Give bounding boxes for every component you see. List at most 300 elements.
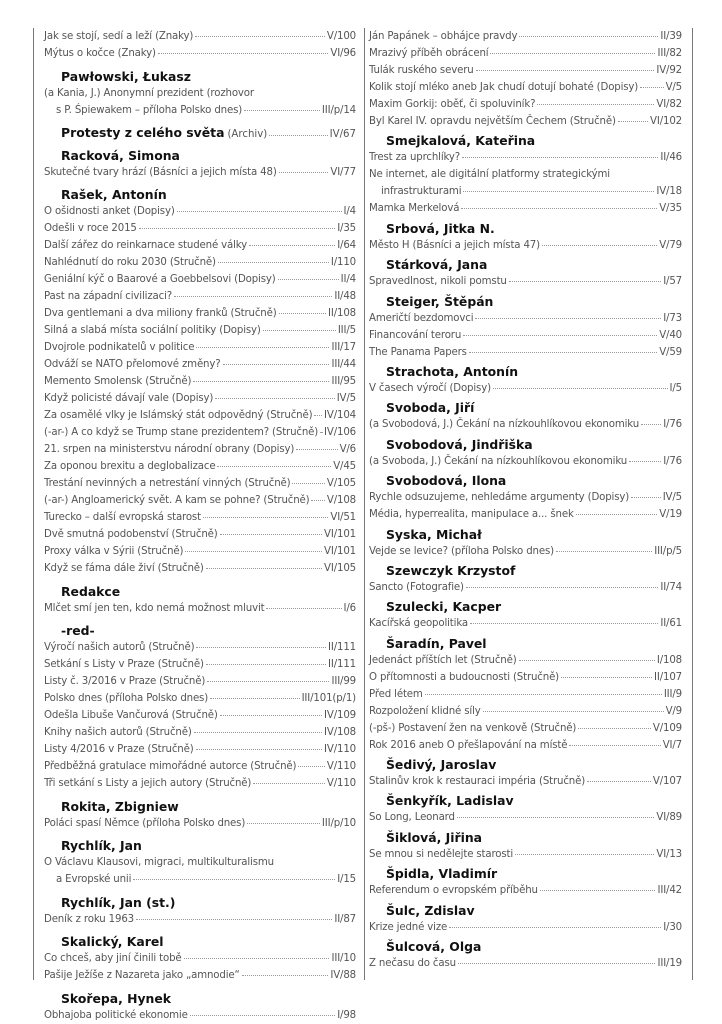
dot-leader (210, 698, 300, 699)
dot-leader (296, 449, 337, 450)
issue-page-ref: V/100 (326, 31, 356, 42)
dot-leader (206, 664, 326, 665)
issue-page-ref: I/6 (343, 602, 356, 614)
index-entry (44, 854, 356, 871)
dot-leader (196, 749, 322, 750)
dot-leader (469, 352, 657, 353)
issue-page-ref: III/95 (331, 376, 356, 387)
index-entry (369, 543, 682, 560)
index-entry (369, 273, 682, 290)
entry-title: Dva gentlemani a dva miliony franků (Stručně) (44, 308, 277, 319)
dot-leader (463, 335, 657, 336)
author-heading (369, 936, 682, 955)
entry-title: (-pš-) Postavení žen na venkově (Stručně) (369, 722, 577, 734)
index-entry (44, 271, 356, 288)
entry-title: Referendum o evropském příběhu (369, 885, 538, 897)
entry-title: Vejde se levice? (příloha Polsko dnes) (369, 545, 554, 557)
author-name: Špidla, Vladimír (386, 866, 498, 882)
entry-title: Past na západní civilizaci? (44, 291, 173, 302)
index-entry (369, 79, 682, 96)
issue-page-ref: IV/88 (330, 970, 356, 981)
issue-page-ref: II/87 (334, 913, 356, 925)
issue-page-ref: V/6 (339, 444, 356, 455)
author-heading (369, 560, 682, 579)
issue-page-ref: VI/105 (324, 563, 356, 574)
dot-leader (220, 715, 322, 716)
entry-title: Silná a slabá místa sociální politiky (Dopisy) (44, 325, 261, 336)
author-name: Šenkyřík, Ladislav (386, 793, 514, 809)
entry-title: Když se fáma dále živí (Stručně) (44, 563, 204, 574)
author-heading (369, 523, 682, 542)
author-name: Šiklová, Jiřina (386, 829, 483, 845)
entry-title: Za oponou brexitu a deglobalizace (44, 461, 216, 472)
entry-title: Proxy válka v Sýrii (Stručně) (44, 546, 184, 557)
dot-leader (193, 381, 329, 382)
dot-leader (540, 890, 656, 891)
entry-title: 21. srpen na ministerstvu národní obrany (Dopisy) (44, 444, 295, 455)
index-entry (369, 237, 682, 254)
entry-title: Jak se stojí, sedí a leží (Znaky) (44, 31, 194, 42)
index-entry (369, 579, 682, 596)
issue-page-ref: IV/92 (656, 65, 682, 76)
index-entry (369, 737, 682, 754)
dot-leader (196, 347, 329, 348)
entry-title: Ján Papánek – obhájce pravdy (369, 31, 518, 42)
dot-leader (542, 245, 657, 246)
index-entry (44, 509, 356, 526)
dot-leader (206, 568, 322, 569)
issue-page-ref: II/107 (654, 671, 682, 683)
dot-leader (320, 432, 322, 433)
index-column-left (33, 28, 364, 1021)
issue-page-ref: V/110 (326, 761, 356, 772)
dot-leader (457, 817, 655, 818)
index-entry-continuation (44, 871, 356, 888)
index-entry (369, 200, 682, 217)
issue-page-ref: III/5 (337, 325, 356, 336)
author-name: Svobodová, Jindřiška (386, 436, 533, 452)
dot-leader (217, 466, 331, 467)
entry-title: Když policisté dávají vale (Dopisy) (44, 393, 214, 404)
index-entry (44, 656, 356, 673)
section-note: (Archiv) (227, 129, 268, 140)
author-name: Protesty z celého světa (61, 125, 225, 140)
author-heading (369, 433, 682, 452)
entry-title: The Panama Papers (369, 346, 467, 358)
entry-title: Jedenáct příštích let (Stručně) (369, 654, 517, 666)
index-entry (369, 846, 682, 863)
entry-title: Odešla Libuše Vančurová (Stručně) (44, 710, 218, 721)
dot-leader (194, 732, 322, 733)
entry-title: Město H (Básníci a jejich místa 47) (369, 239, 540, 251)
index-entry (44, 707, 356, 724)
dot-leader (462, 157, 658, 158)
index-entry (44, 305, 356, 322)
index-entry (369, 96, 682, 113)
dot-leader (466, 587, 658, 588)
author-heading (369, 754, 682, 773)
author-name: Šulc, Zdislav (386, 902, 475, 918)
author-name: Pawłowski, Łukasz (61, 68, 191, 84)
entry-title: Američtí bezdomovci (369, 312, 474, 324)
author-name: Rokita, Zbigniew (61, 798, 179, 814)
entry-title: Trestání nevinných a netrestání vinných (Stručně) (44, 478, 291, 489)
issue-page-ref: V/19 (659, 509, 682, 521)
entry-title: (-ar-) A co když se Trump stane prezidentem? (Stručně) (44, 427, 319, 438)
dot-leader (158, 53, 329, 54)
issue-page-ref: IV/110 (324, 744, 356, 755)
issue-page-ref: II/74 (660, 581, 682, 593)
index-entry (44, 639, 356, 656)
index-entry (44, 475, 356, 492)
issue-page-ref: I/98 (337, 1009, 356, 1021)
entry-title: Pašije Ježíše z Nazareta jako „amnodie“ (44, 970, 240, 981)
index-entry (369, 686, 682, 703)
dot-leader (640, 87, 663, 88)
issue-page-ref: IV/5 (662, 492, 682, 504)
dot-leader (629, 461, 661, 462)
entry-title: Memento Smolensk (Stručně) (44, 376, 192, 387)
index-entry (44, 356, 356, 373)
author-heading (44, 181, 356, 204)
index-entry (44, 288, 356, 305)
author-heading (44, 792, 356, 815)
entry-title: Trest za uprchlíky? (369, 152, 461, 164)
index-column-right (364, 28, 693, 980)
index-entry (44, 85, 356, 102)
issue-page-ref: IV/67 (329, 129, 356, 140)
issue-page-ref: I/35 (337, 223, 356, 234)
entry-title: Spravedlnost, nikoli pomstu (369, 276, 507, 288)
index-entry (369, 882, 682, 899)
entry-title: Rok 2016 aneb O přešlapování na místě (369, 739, 568, 751)
index-entry (44, 254, 356, 271)
author-heading (44, 119, 356, 142)
index-entry (369, 506, 682, 523)
issue-page-ref: I/57 (663, 276, 682, 288)
author-name: Rašek, Antonín (61, 187, 167, 202)
entry-title: V časech výročí (Dopisy) (369, 382, 491, 394)
dot-leader (631, 497, 661, 498)
index-entry (44, 741, 356, 758)
author-name: Skořepa, Hynek (61, 990, 172, 1006)
entry-title: Listy č. 3/2016 v Praze (Stručně) (44, 676, 206, 687)
issue-page-ref: I/64 (337, 240, 356, 251)
issue-page-ref: V/105 (326, 478, 356, 489)
index-entry (44, 758, 356, 775)
author-heading (369, 632, 682, 651)
entry-title: Z nečasu do času (369, 958, 456, 970)
dot-leader (266, 608, 341, 609)
issue-page-ref: V/109 (652, 722, 682, 734)
dot-leader (136, 919, 332, 920)
author-heading (44, 141, 356, 164)
author-heading (369, 130, 682, 149)
index-entry (369, 720, 682, 737)
index-entry (44, 690, 356, 707)
index-entry (44, 28, 356, 45)
index-entry (369, 166, 682, 183)
entry-title: Knihy našich autorů (Stručně) (44, 727, 192, 738)
dot-leader (311, 500, 324, 501)
issue-page-ref: II/108 (328, 308, 356, 319)
issue-page-ref: III/101(p/1) (301, 693, 356, 704)
author-heading (369, 826, 682, 845)
author-heading (44, 577, 356, 600)
entry-title: (a Svoboda, J.) Čekání na nízkouhlíkovou ekonomiku (369, 455, 628, 467)
dot-leader (263, 330, 336, 331)
dot-leader (576, 514, 658, 515)
author-heading (44, 888, 356, 911)
index-entry (369, 919, 682, 936)
entry-title: So Long, Leonard (369, 812, 455, 824)
dot-leader (449, 927, 661, 928)
author-heading (44, 984, 356, 1007)
dot-leader (556, 551, 652, 552)
index-entry (44, 911, 356, 928)
entry-title: (-ar-) Angloamerický svět. A kam se pohne? (Stručně) (44, 495, 310, 506)
index-entry (369, 955, 682, 972)
issue-page-ref: V/9 (665, 705, 682, 717)
author-name: Rychlík, Jan (61, 838, 142, 853)
index-entry (44, 45, 356, 62)
index-entry (369, 149, 682, 166)
dot-leader (561, 677, 652, 678)
entry-title: Tři setkání s Listy a jejich autory (Stručně) (44, 778, 252, 789)
author-name: Svobodová, Ilona (386, 473, 507, 489)
entry-title: Byl Karel IV. opravdu největším Čechem (Stručně) (369, 116, 616, 127)
dot-leader (425, 694, 662, 695)
issue-page-ref: VI/51 (330, 512, 356, 523)
entry-title: (a Svobodová, J.) Čekání na nízkouhlíkovou ekonomiku (369, 419, 640, 431)
author-heading (369, 863, 682, 882)
issue-page-ref: II/111 (328, 659, 356, 670)
index-entry (369, 809, 682, 826)
entry-title: Deník z roku 1963 (44, 913, 134, 925)
entry-title: O Václavu Klausovi, migraci, multikulturalismu (44, 857, 274, 868)
entry-title: Výročí našich autorů (Stručně) (44, 642, 195, 653)
index-entry-continuation (44, 102, 356, 119)
issue-page-ref: III/17 (331, 342, 356, 353)
entry-title: Média, hyperrealita, manipulace a... šnek (369, 509, 574, 521)
index-entry (369, 489, 682, 506)
issue-page-ref: V/107 (652, 776, 682, 788)
issue-page-ref: III/42 (657, 885, 682, 897)
index-entry (44, 492, 356, 509)
author-heading (369, 290, 682, 309)
author-heading (369, 470, 682, 489)
dot-leader (279, 313, 326, 314)
entry-title: Turecko – další evropská starost (44, 512, 201, 523)
dot-leader (177, 211, 342, 212)
dot-leader (314, 415, 322, 416)
issue-page-ref: III/19 (657, 958, 682, 970)
index-entry (44, 673, 356, 690)
index-entry (44, 424, 356, 441)
author-heading (369, 361, 682, 380)
index-entry (44, 815, 356, 832)
dot-leader (218, 262, 329, 263)
author-name: Racková, Simona (61, 147, 180, 163)
dot-leader (247, 823, 320, 824)
entry-title: Před létem (369, 688, 423, 700)
issue-page-ref: I/76 (663, 455, 682, 467)
entry-title: Se mnou si nedělejte starosti (369, 848, 514, 860)
dot-leader (618, 121, 648, 122)
author-name: Smejkalová, Kateřina (386, 133, 536, 149)
entry-title: Co chceš, aby jiní činili tobě (44, 953, 182, 964)
entry-title: Financování teroru (369, 329, 462, 341)
index-entry (369, 669, 682, 686)
author-name: Šaradín, Pavel (386, 635, 487, 651)
issue-page-ref: V/79 (659, 239, 682, 251)
issue-page-ref: I/4 (343, 206, 356, 217)
index-entry (369, 615, 682, 632)
issue-page-ref: VI/101 (324, 529, 356, 540)
author-heading (369, 217, 682, 236)
issue-page-ref: III/9 (663, 688, 682, 700)
dot-leader (475, 318, 661, 319)
dot-leader (458, 963, 656, 964)
issue-page-ref: IV/108 (324, 727, 356, 738)
entry-title: Rozpoložení klidné síly (369, 705, 481, 717)
dot-leader (292, 483, 324, 484)
issue-page-ref: I/110 (330, 257, 356, 268)
issue-page-ref: III/p/5 (654, 545, 682, 557)
index-entry (44, 322, 356, 339)
index-entry (44, 339, 356, 356)
dot-leader (461, 208, 657, 209)
index-entry (44, 237, 356, 254)
index-entry (44, 1007, 356, 1024)
index-entry (369, 652, 682, 669)
dot-leader (483, 711, 664, 712)
issue-page-ref: II/39 (660, 31, 682, 42)
dot-leader (174, 296, 332, 297)
dot-leader (185, 551, 322, 552)
author-heading (44, 928, 356, 951)
index-entry (369, 453, 682, 470)
issue-page-ref: IV/106 (324, 427, 356, 438)
issue-page-ref: V/59 (659, 346, 682, 358)
entry-title: Za osamělé vlky je Islámský stát odpovědný (Stručně) (44, 410, 313, 421)
dot-leader (476, 70, 655, 71)
index-entry (44, 526, 356, 543)
dot-leader (569, 745, 660, 746)
index-entry (369, 773, 682, 790)
issue-page-ref: VI/102 (650, 116, 682, 127)
author-name: Svoboda, Jiří (386, 400, 475, 416)
entry-title: Mamka Merkelová (369, 203, 460, 215)
index-entry (369, 703, 682, 720)
issue-page-ref: V/110 (326, 778, 356, 789)
entry-title-continued: a Evropské unii (56, 874, 132, 885)
issue-page-ref: VI/77 (330, 166, 356, 178)
issue-page-ref: III/p/10 (321, 817, 356, 829)
author-heading (369, 254, 682, 273)
entry-title: Maxim Gorkij: oběť, či spoluviník? (369, 99, 536, 110)
issue-page-ref: I/76 (663, 419, 682, 431)
author-name: Stárková, Jana (386, 257, 488, 273)
dot-leader (587, 781, 651, 782)
author-name: Szulecki, Kacper (386, 599, 502, 615)
author-heading (44, 617, 356, 640)
index-entry (369, 380, 682, 397)
issue-page-ref: III/82 (657, 48, 682, 59)
entry-title: Obhajoba politické ekonomie (44, 1009, 188, 1021)
entry-title: Další zářez do reinkarnace studené války (44, 240, 248, 251)
author-name: Steiger, Štěpán (386, 293, 494, 309)
issue-page-ref: II/61 (660, 618, 682, 630)
dot-leader (463, 191, 654, 192)
author-heading (44, 62, 356, 85)
index-entry (369, 28, 682, 45)
dot-leader (278, 279, 339, 280)
author-heading (369, 397, 682, 416)
index-entry (369, 310, 682, 327)
index-entry (369, 62, 682, 79)
dot-leader (537, 104, 654, 105)
entry-title: Mrazivý příběh obrácení (369, 48, 489, 59)
issue-page-ref: V/5 (665, 82, 682, 93)
index-entry (44, 543, 356, 560)
index-entry (369, 416, 682, 433)
entry-title: Poláci spasí Němce (příloha Polsko dnes) (44, 817, 246, 829)
dot-leader (220, 534, 322, 535)
dot-leader (133, 879, 335, 880)
issue-page-ref: IV/109 (324, 710, 356, 721)
index-entry (369, 327, 682, 344)
index-entry (44, 390, 356, 407)
entry-title: Polsko dnes (příloha Polsko dnes) (44, 693, 209, 704)
issue-page-ref: IV/104 (324, 410, 356, 421)
entry-title: Odešli v roce 2015 (44, 223, 137, 234)
index-entry (44, 407, 356, 424)
author-name: -red- (61, 623, 95, 638)
index-entry (44, 373, 356, 390)
issue-page-ref: II/46 (660, 152, 682, 164)
issue-page-ref: III/p/14 (321, 104, 356, 116)
issue-page-ref: IV/18 (656, 186, 682, 198)
entry-title: Listy 4/2016 v Praze (Stručně) (44, 744, 194, 755)
author-name: Srbová, Jitka N. (386, 220, 495, 236)
issue-page-ref: V/108 (326, 495, 356, 506)
issue-page-ref: III/44 (331, 359, 356, 370)
entry-title: Nahlédnutí do roku 2030 (Stručně) (44, 257, 216, 268)
index-entry (44, 164, 356, 181)
issue-page-ref: I/108 (656, 654, 682, 666)
issue-page-ref: III/99 (331, 676, 356, 687)
issue-page-ref: I/5 (669, 382, 682, 394)
issue-page-ref: V/45 (333, 461, 356, 472)
entry-title: Mlčet smí jen ten, kdo nemá možnost mluvit (44, 602, 265, 614)
entry-title: (a Kania, J.) Anonymní prezident (rozhovor (44, 87, 254, 99)
dot-leader (519, 660, 655, 661)
dot-leader (641, 424, 661, 425)
dot-leader (509, 281, 661, 282)
entry-title: Dvě smutná podobenství (Stručně) (44, 529, 218, 540)
index-entry (44, 950, 356, 967)
entry-title: Sancto (Fotografie) (369, 581, 464, 593)
entry-title-continued: s P. Śpiewakem – příloha Polsko dnes) (56, 104, 243, 116)
index-entry-continuation (369, 183, 682, 200)
index-entry (44, 203, 356, 220)
index-entry (44, 441, 356, 458)
dot-leader (196, 647, 326, 648)
author-heading (369, 596, 682, 615)
issue-page-ref: III/10 (331, 953, 356, 964)
index-entry (44, 967, 356, 984)
